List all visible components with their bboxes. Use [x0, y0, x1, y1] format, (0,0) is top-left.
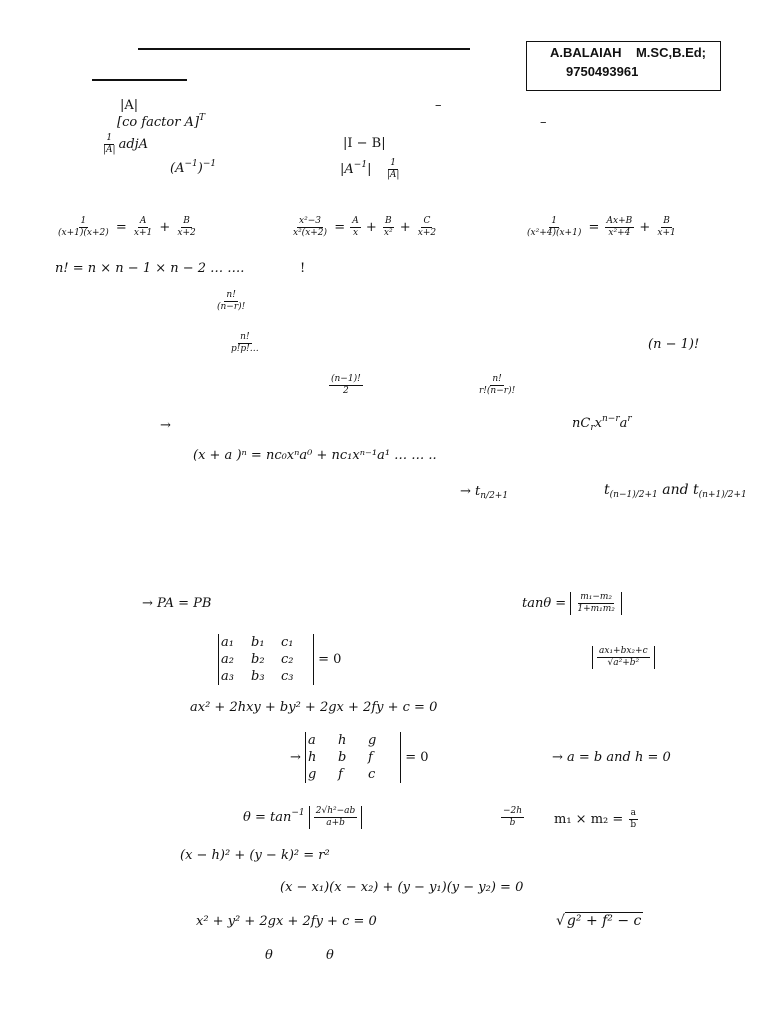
- gt-asup: r: [627, 414, 632, 424]
- determinant-cell: c₁: [281, 635, 294, 650]
- mt-even-sub: n/2+1: [480, 491, 509, 501]
- product-num: a: [630, 808, 636, 818]
- theta-one: θ: [265, 948, 273, 963]
- determinant-a: |A|: [120, 98, 139, 113]
- pf2-c-den: x+2: [417, 228, 437, 238]
- inv-inv-tail: ): [197, 161, 203, 176]
- pf2-b-den: x²: [383, 228, 393, 238]
- angle-num: 2√h²−ab: [315, 806, 356, 816]
- perpendicular-distance: [592, 646, 655, 669]
- tan-lhs: tanθ =: [522, 596, 567, 611]
- determinant-inverse: [340, 158, 402, 181]
- npr-den: (n−r)!: [217, 302, 246, 312]
- pair-determinant-cell: f: [368, 750, 373, 765]
- title-underline: [138, 48, 470, 50]
- inverse-of-inverse: [170, 161, 216, 176]
- gt-xsup: n−r: [601, 414, 620, 424]
- dist-num: ax₁+bx₂+c: [599, 646, 648, 656]
- circ2-num: (n−1)!: [331, 374, 361, 384]
- pf3-lhs-num: 1: [551, 216, 558, 226]
- author-phone: 9750493961: [566, 64, 639, 79]
- dash-one: –: [435, 98, 442, 113]
- inverse-num: 1: [106, 133, 113, 143]
- det-inv-sup: −1: [353, 160, 368, 170]
- tan-den: 1+m₁m₂: [577, 604, 615, 614]
- pf2-c-num: C: [423, 216, 431, 226]
- factorial-bang: !: [300, 261, 306, 276]
- pair-determinant-cell: g: [368, 733, 377, 748]
- general-term: [572, 416, 632, 431]
- det-inv-den: |A|: [386, 170, 400, 180]
- gt-sub: r: [590, 423, 595, 433]
- theta-two: θ: [326, 948, 334, 963]
- dist-den: √a²+b²: [607, 658, 640, 668]
- mt-odd-sub2: (n+1)/2+1: [698, 490, 747, 500]
- ncr-num: n!: [492, 374, 502, 384]
- pf2-b-num: B: [384, 216, 392, 226]
- mt-even-t: → t: [460, 484, 481, 499]
- partial-fraction-one: $\frac{1}{(x+1)(x+2)}$ = $\frac{A}{x+1}$ + $\frac{B}{x+2}$: [58, 216, 196, 238]
- general-conic: ax² + 2hxy + by² + 2gx + 2fy + c = 0: [190, 700, 438, 715]
- binomial-arrow: →: [160, 418, 171, 433]
- pair-determinant-cell: h: [338, 733, 347, 748]
- product-den: b: [630, 820, 637, 830]
- rep-num: n!: [240, 332, 250, 342]
- author-label: A.BALAIAH: [550, 45, 622, 60]
- angle-pair-lines: [243, 806, 362, 829]
- pf3-a-num: Ax+B: [606, 216, 633, 226]
- mt-odd-t1: t: [604, 482, 610, 498]
- cofactor-transpose: [117, 115, 205, 130]
- inverse-fraction: [101, 133, 118, 156]
- inverse-den: |A|: [103, 145, 116, 155]
- combination-formula: [476, 374, 518, 397]
- circle-general-form: x² + y² + 2gx + 2fy + c = 0: [196, 914, 377, 929]
- pair-determinant-cell: f: [338, 767, 343, 782]
- cofactor-sup: T: [199, 113, 206, 123]
- gt-a: a: [619, 416, 628, 431]
- pair-arrow: →: [290, 750, 301, 765]
- dash-two: –: [540, 115, 547, 130]
- pf2-a-den: x: [352, 228, 359, 238]
- determinant-grid: [218, 634, 314, 685]
- determinant-cell: a₃: [221, 669, 234, 684]
- product-of-slopes: [554, 808, 639, 831]
- binomial-expansion: (x + a )ⁿ = nc₀xⁿa⁰ + nc₁xⁿ⁻¹a¹ … … ..: [193, 448, 437, 463]
- pair-determinant-cell: c: [368, 767, 376, 782]
- det-rhs: = 0: [318, 652, 342, 667]
- pf3-a-den: x²+4: [608, 228, 631, 238]
- pf1-lhs-den: (x+1)(x+2): [58, 228, 109, 238]
- partial-fraction-two: $\frac{\text{x²−3}}{\text{x²(x+2)}}$ = $\frac{A}{x}$ + $\frac{B}{\text{x²}}$ + $\frac{C}{x+2}$: [293, 216, 437, 238]
- pf1-a-num: A: [139, 216, 147, 226]
- det-inv-fraction: [385, 158, 402, 181]
- determinant-cell: a₁: [221, 635, 234, 650]
- partial-fraction-three: $\frac{1}{\text{(x²+4)(x+1)}}$ = $\frac{Ax+B}{\text{x²+4}}$ + $\frac{B}{x+1}$: [527, 216, 676, 238]
- pair-determinant-cell: b: [338, 750, 347, 765]
- determinant-cell: c₃: [281, 669, 294, 684]
- angle-sup: −1: [291, 808, 305, 818]
- inv-inv-base: (A: [170, 161, 185, 176]
- pair-rhs: = 0: [405, 750, 429, 765]
- pair-determinant-grid: [305, 732, 401, 783]
- mt-odd-sub1: (n−1)/2+1: [609, 490, 658, 500]
- pair-determinant-cell: g: [308, 767, 317, 782]
- sum-of-slopes: [500, 806, 525, 829]
- determinant-cell: b₁: [251, 635, 265, 650]
- repetition-formula: [228, 332, 262, 355]
- determinant-cell: c₂: [281, 652, 294, 667]
- pf3-lhs-den: (x²+4)(x+1): [527, 228, 582, 238]
- angle-between-lines: [522, 592, 622, 615]
- pf3-b-num: B: [663, 216, 670, 226]
- i-minus-b: |I − B|: [343, 136, 386, 151]
- det-inv-base: |A: [340, 162, 354, 177]
- determinant-cell: b₃: [251, 669, 265, 684]
- inv-inv-sup2: −1: [202, 159, 217, 169]
- circle-diameter-form: (x − x₁)(x − x₂) + (y − y₁)(y − y₂) = 0: [280, 880, 524, 895]
- factorial-definition: n! = n × n − 1 × n − 2 … ….: [55, 261, 245, 276]
- pair-of-lines-condition: [290, 732, 428, 783]
- tan-num: m₁−m₂: [580, 592, 613, 602]
- angle-lhs: θ = tan: [243, 810, 292, 825]
- pf2-a-num: A: [352, 216, 359, 226]
- pf2-lhs-den: x²(x+2): [293, 228, 328, 238]
- determinant-cell: a₂: [221, 652, 234, 667]
- det-inv-tail: |: [367, 162, 372, 177]
- middle-terms-odd: [604, 482, 747, 498]
- sum-den: b: [509, 818, 516, 828]
- angle-den: a+b: [326, 818, 345, 828]
- pf1-b-num: B: [183, 216, 190, 226]
- circle-radius: [556, 913, 643, 929]
- inv-inv-sup: −1: [184, 159, 198, 169]
- circ2-den: 2: [342, 386, 349, 396]
- inverse-tail: adjA: [118, 137, 149, 152]
- author-name: [550, 45, 706, 60]
- circular-permutation: (n − 1)!: [648, 337, 700, 352]
- circular-half: [328, 374, 364, 397]
- ncr-den: r!(n−r)!: [479, 386, 516, 396]
- pair-determinant-cell: h: [308, 750, 317, 765]
- sqrt-sign: √: [556, 913, 565, 929]
- pf3-b-den: x+1: [657, 228, 676, 238]
- gt-nc: nC: [572, 416, 591, 431]
- middle-term-even: [460, 484, 508, 499]
- sum-num: −2h: [503, 806, 523, 816]
- determinant-cell: b₂: [251, 652, 265, 667]
- mt-odd-and: and: [662, 482, 689, 498]
- pf1-b-den: x+2: [177, 228, 196, 238]
- author-qualification: M.SC,B.Ed;: [635, 45, 707, 60]
- subtitle-underline: [92, 79, 187, 81]
- circle-condition: → a = b and h = 0: [552, 750, 671, 765]
- mt-odd-t2: t: [693, 482, 699, 498]
- cofactor-label: [co factor A]: [117, 115, 200, 130]
- radius-inner: g² + f² − c: [566, 913, 642, 929]
- collinear-determinant: [218, 634, 341, 685]
- gt-x: x: [594, 416, 602, 431]
- pf1-lhs-num: 1: [80, 216, 87, 226]
- circle-standard-form: (x − h)² + (y − k)² = r²: [180, 848, 330, 863]
- permutation-formula: [214, 290, 248, 313]
- pf2-lhs-num: x²−3: [299, 216, 321, 226]
- inverse-formula: [100, 133, 148, 156]
- npr-num: n!: [226, 290, 236, 300]
- locus-pa-pb: → PA = PB: [142, 596, 212, 611]
- pf1-a-den: x+1: [133, 228, 153, 238]
- product-label: m₁ × m₂ =: [554, 812, 624, 827]
- rep-den: p!p!…: [231, 344, 259, 354]
- pair-determinant-cell: a: [308, 733, 316, 748]
- det-inv-num: 1: [390, 158, 397, 168]
